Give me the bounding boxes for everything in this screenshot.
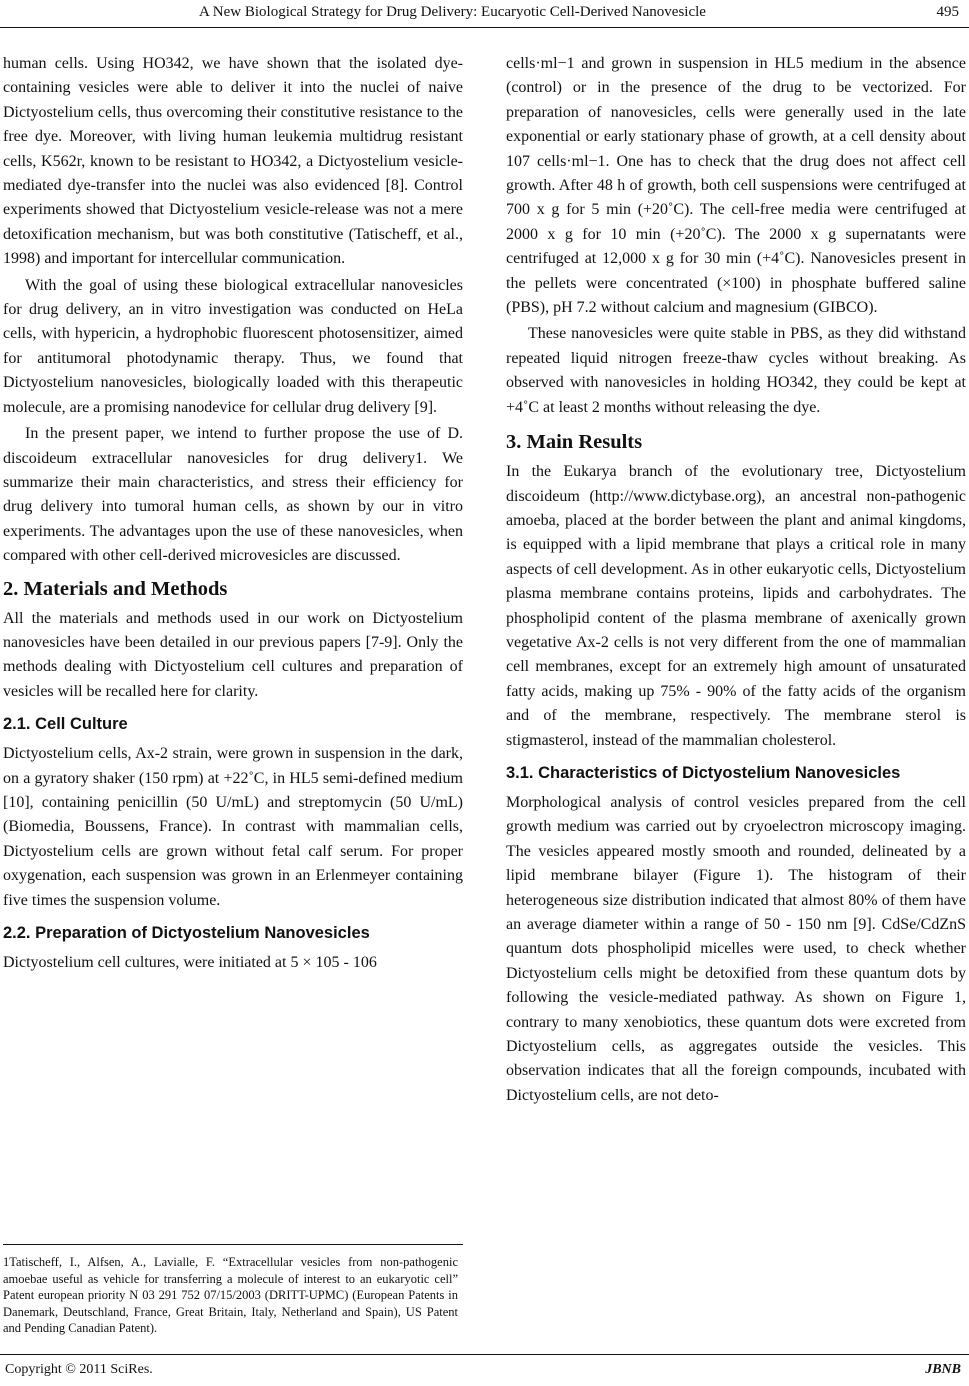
paragraph-intro-continued: human cells. Using HO342, we have shown that the isolated dye-containing vesicles were able to deliver it into the nuclei of naive Dictyostelium cells, thus overcoming their constitutive resistance to the free dye. Moreover, with living human leukemia multidrug resistant cells, K562r, known to be resistant to HO342, a Dictyostelium vesicle-mediated dye-transfer into the nuclei was also evidenced [8]. Control experiments showed that Dictyostelium vesicle-release was not a mere detoxification mechanism, but was both constitutive (Tatischeff, et al., 1998) and important for intercellular communication. <box>3 55 463 268</box>
paragraph-preparation-continued: cells·ml−1 and grown in suspension in HL5 medium in the absence (control) or in the presence of the drug to be vectorized. For preparation of nanovesicles, cells were generally used in the late exponential or early stationary phase of growth, at a cell density about 107 cells·ml−1. One has to check that the drug does not affect cell growth. After 48 h of growth, both cell suspensions were centrifuged at 700 x g for 5 min (+20˚C). The cell-free media were centrifuged at 2000 x g for 10 min (+20˚C). The 2000 x g supernatants were centrifuged at 12,000 x g for 30 min (+4˚C). Nanovesicles present in the pellets were concentrated (×100) in phosphate buffered saline (PBS), pH 7.2 without calcium and magnesium (GIBCO). <box>506 55 966 317</box>
heading-materials-methods: 2. Materials and Methods <box>3 577 228 600</box>
paragraph-preparation-start: Dictyostelium cell cultures, were initiated at 5 × 105 - 106 <box>3 954 377 971</box>
header-rule <box>0 27 969 28</box>
journal-abbrev: JBNB <box>925 1362 961 1377</box>
paragraph-cell-culture: Dictyostelium cells, Ax-2 strain, were grown in suspension in the dark, on a gyratory shaker (150 rpm) at +22˚C, in HL5 semi-defined medium [10], containing penicillin (50 U/mL) and streptomycin (50 U/mL) (Biomedia, Boussens, France). In contrast with mammalian cells, Dictyostelium cells are grown without fetal calf serum. For proper oxygenation, each suspension was grown in an Erlenmeyer containing five times the suspension volume. <box>3 745 463 909</box>
heading-cell-culture: 2.1. Cell Culture <box>3 715 128 734</box>
paragraph-morphology: Morphological analysis of control vesicles prepared from the cell growth medium was carried out by cryoelectron microscopy imaging. The vesicles appeared mostly smooth and rounded, delineated by a lipid membrane bilayer (Figure 1). The histogram of their heterogeneous size distribution indicated that almost 80% of them have an average diameter within a range of 50 - 150 nm [9]. CdSe/CdZnS quantum dots phospholipid micelles were used, to check whether Dictyostelium cells might be detoxified from these quantum dots by following the vesicle-mediated pathway. As shown on Figure 1, contrary to many xenobiotics, these quantum dots were excreted from Dictyostelium cells, as aggregates outside the vesicles. This observation indicates that all the foreign compounds, incubated with Dictyostelium cells, are not deto- <box>506 793 966 1104</box>
footer-rule <box>0 1354 969 1355</box>
copyright: Copyright © 2011 SciRes. <box>5 1362 153 1377</box>
paragraph-stability: These nanovesicles were quite stable in PBS, as they did withstand repeated liquid nitrogen freeze-thaw cycles without breaking. As observed with nanovesicles in holding HO342, they could be kept at +4˚C at least 2 months without releasing the dye. <box>506 325 966 416</box>
page-number: 495 <box>936 4 959 20</box>
footnote: 1Tatischeff, I., Alfsen, A., Lavialle, F. “Extracellular vesicles from non-pathogenic amoebae useful as vehicle for transferring a molecule of interest to an eukaryotic cell” Patent european priority N 03 291 752 07/15/2003 (DRITT-UPMC) (European Patents in Danemark, Deutschland, France, Great Britain, Italy, Netherland and Spain), US Patent and Pending Canadian Patent). <box>3 1255 458 1336</box>
paragraph-hypericin: With the goal of using these biological extracellular nanovesicles for drug delivery, an in vitro investigation was conducted on HeLa cells, with hypericin, a hydrophobic fluorescent photosensitizer, aimed for antitumoral photodynamic therapy. Thus, we found that Dictyostelium nanovesicles, biologically loaded with this therapeutic molecule, are a promising nanodevice for cellular drug delivery [9]. <box>3 276 463 416</box>
left-column <box>3 52 463 975</box>
paragraph-materials: All the materials and methods used in our work on Dictyostelium nanovesicles have been detailed in our previous papers [7-9]. Only the methods dealing with Dictyostelium cell cultures and preparation of vesicles will be recalled here for clarity. <box>3 609 463 700</box>
running-title: A New Biological Strategy for Drug Delivery: Eucaryotic Cell-Derived Nanovesicle <box>199 4 706 20</box>
right-column <box>506 52 966 1108</box>
heading-characteristics: 3.1. Characteristics of Dictyostelium Nanovesicles <box>506 763 901 782</box>
running-header <box>0 4 969 26</box>
heading-main-results: 3. Main Results <box>506 431 643 454</box>
footnote-rule <box>3 1244 463 1245</box>
heading-preparation: 2.2. Preparation of Dictyostelium Nanovesicles <box>3 924 370 942</box>
paragraph-eukarya: In the Eukarya branch of the evolutionary tree, Dictyostelium discoideum (http://www.dictybase.org), an ancestral non-pathogenic amoeba, placed at the border between the plant and animal kingdoms, is equipped with a lipid membrane that plays a critical role in many aspects of cell development. As in other eukaryotic cells, Dictyostelium plasma membrane contains proteins, lipids and carbohydrates. The phospholipid content of the plasma membrane of axenically grown vegetative Ax-2 cells is not very different from the one of mammalian cell membranes, except for an extremely high amount of unsaturated fatty acids, making up 75% - 90% of the fatty acids of the organism and of the membrane, respectively. The membrane sterol is stigmasterol, instead of the mammalian cholesterol. <box>506 463 966 749</box>
paragraph-present-paper: In the present paper, we intend to further propose the use of D. discoideum extracellular nanovesicles for drug delivery1. We summarize their main characteristics, and stress their efficiency for drug delivery into tumoral human cells, as shown by our in vitro experiments. The advantages upon the use of these nanovesicles, when compared with other cell-derived microvesicles are discussed. <box>3 425 463 565</box>
